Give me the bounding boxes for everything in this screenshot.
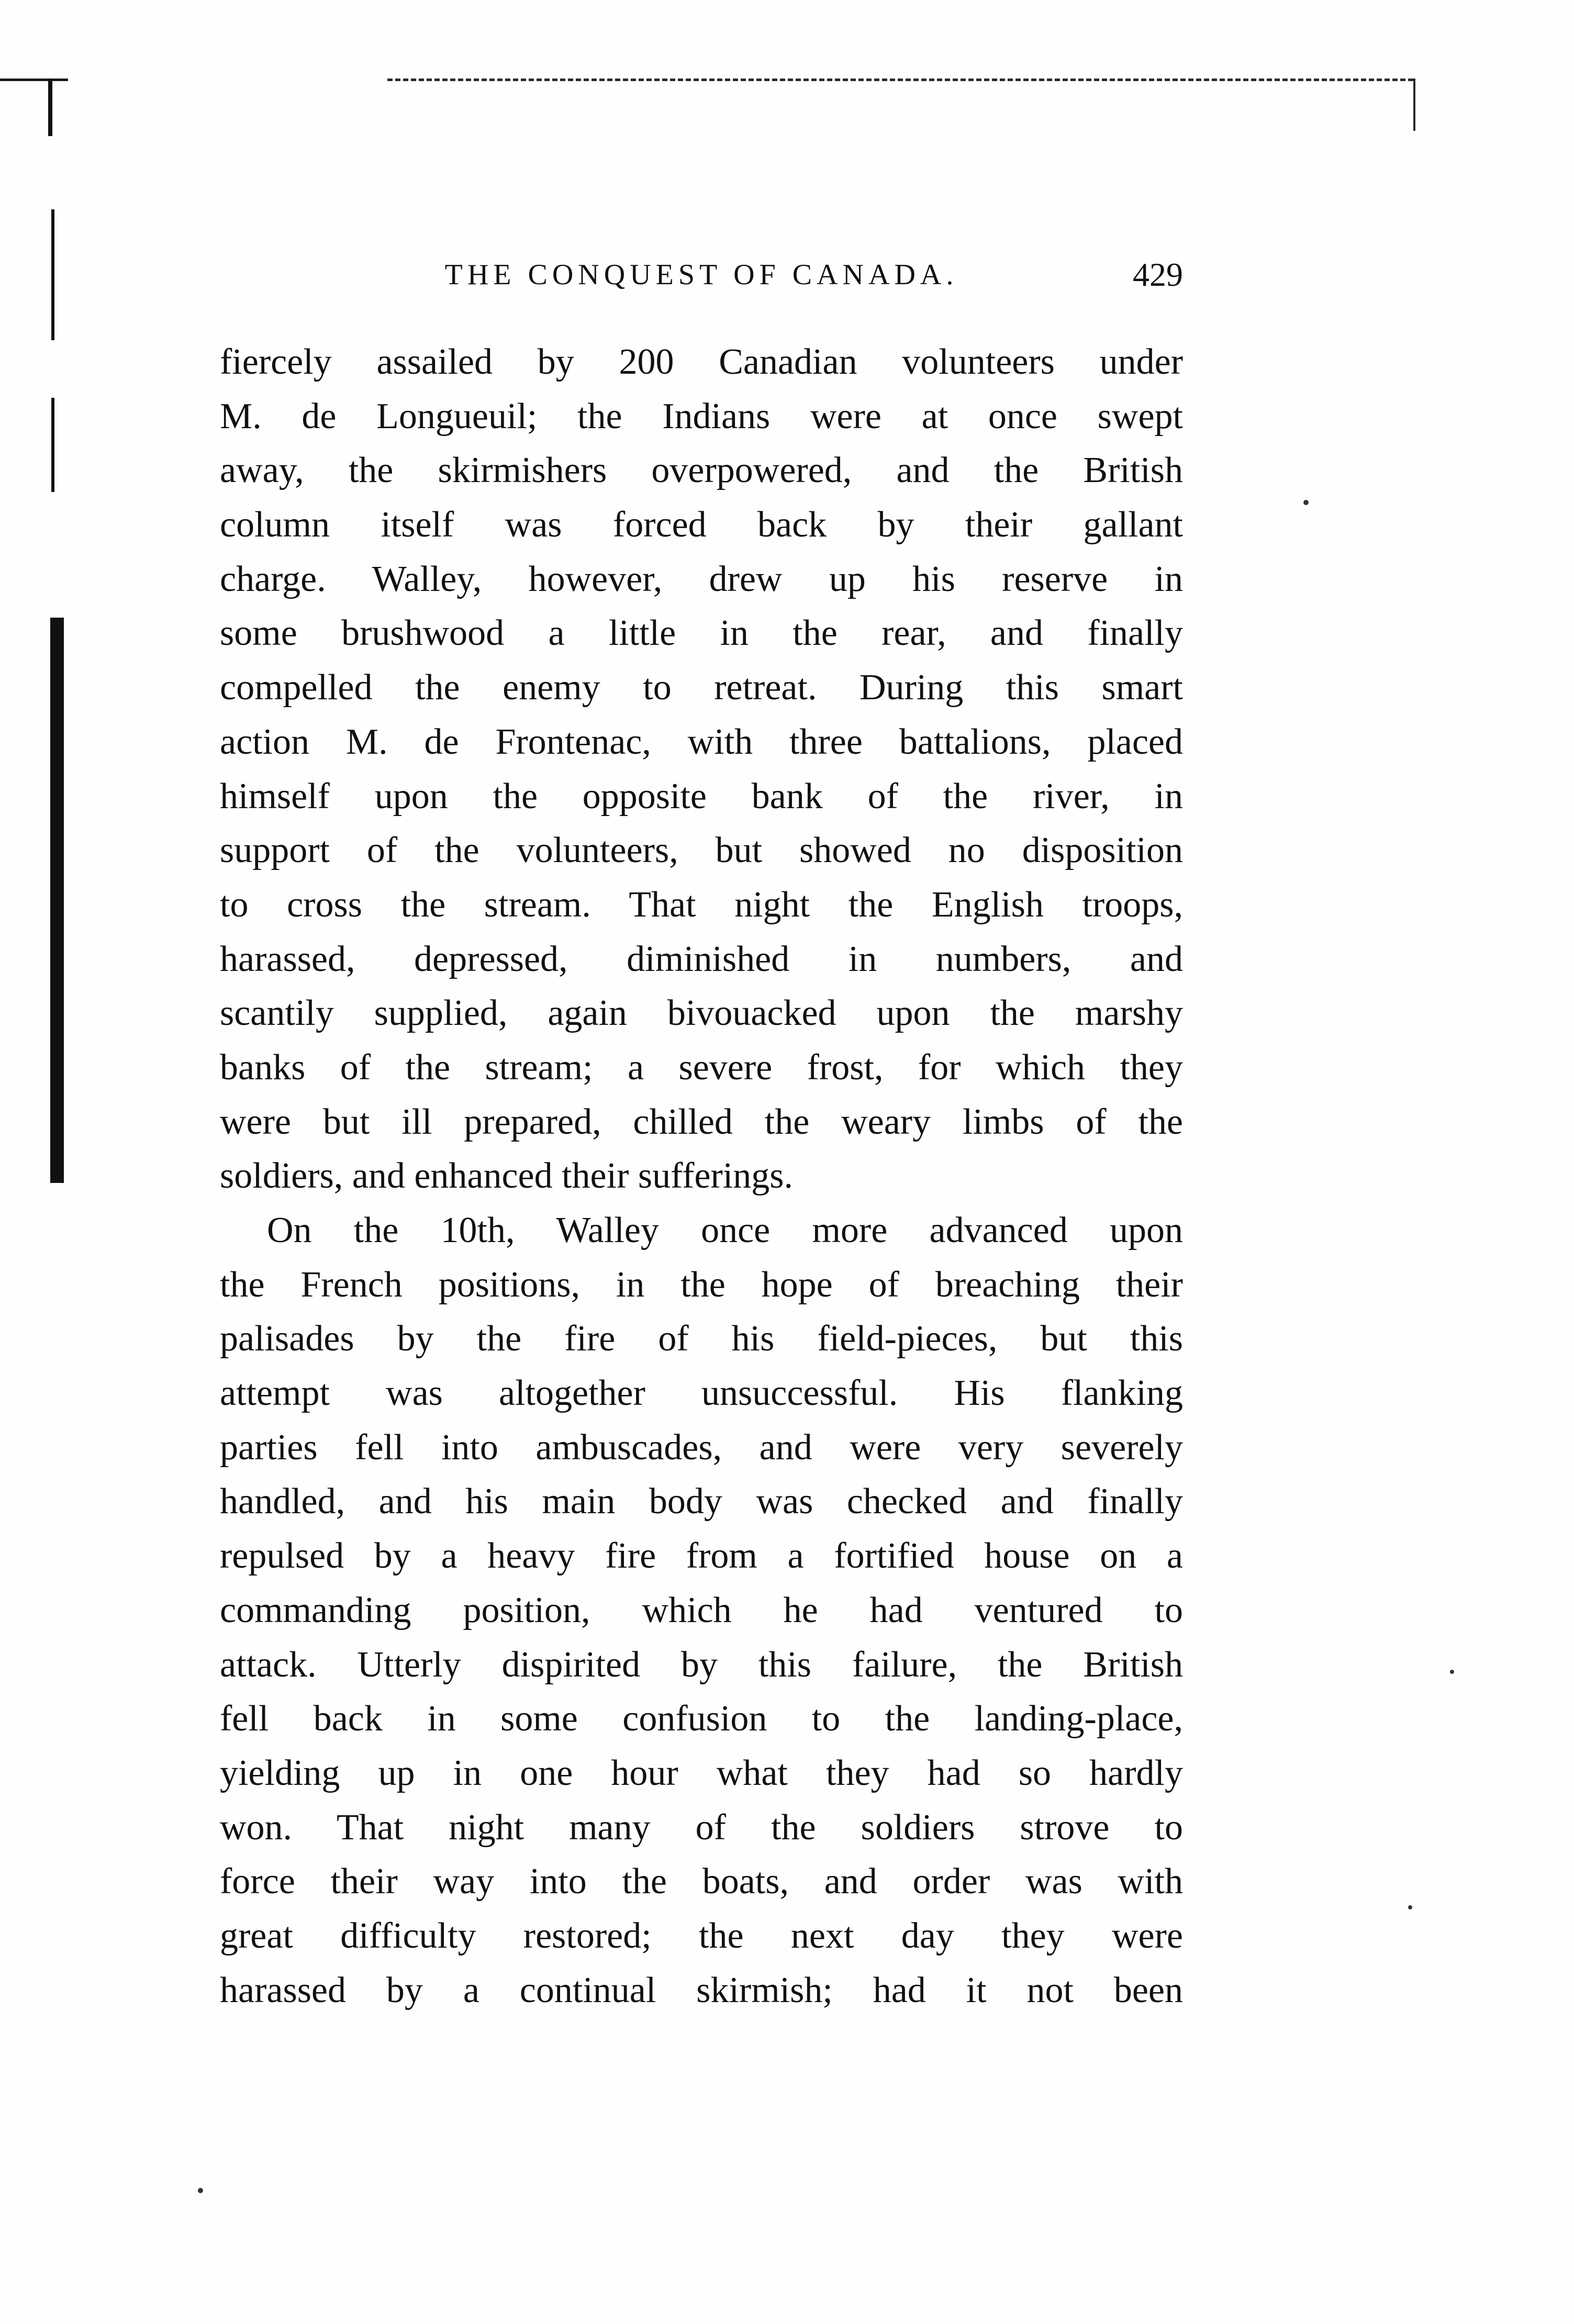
text-line: harassed, depressed, diminished in numbers, and — [220, 938, 1183, 979]
text-line: column itself was forced back by their gallant — [220, 505, 1183, 545]
text-line: force their way into the boats, and order was with — [220, 1861, 1183, 1902]
text-line: compelled the enemy to retreat. During this smart — [220, 667, 1183, 708]
text-line: to cross the stream. That night the English troops, — [220, 884, 1183, 925]
body-text — [220, 335, 1183, 2017]
text-line: attempt was altogether unsuccessful. His flanking — [220, 1373, 1183, 1414]
text-line: M. de Longueuil; the Indians were at once swept — [220, 396, 1183, 437]
text-line: scantily supplied, again bivouacked upon the marshy — [220, 993, 1183, 1034]
text-line: handled, and his main body was checked and finally — [220, 1481, 1183, 1522]
text-line: won. That night many of the soldiers strove to — [220, 1807, 1183, 1848]
text-line: commanding position, which he had ventured to — [220, 1590, 1183, 1630]
text-line: fell back in some confusion to the landing-place, — [220, 1699, 1183, 1739]
text-line: yielding up in one hour what they had so hardly — [220, 1752, 1183, 1793]
text-line: away, the skirmishers overpowered, and the British — [220, 450, 1183, 491]
text-line: harassed by a continual skirmish; had it not been — [220, 1970, 1183, 2010]
scan-speck — [1450, 1670, 1454, 1674]
text-line: banks of the stream; a severe frost, for which they — [220, 1047, 1183, 1088]
text-line: repulsed by a heavy fire from a fortified house on a — [220, 1536, 1183, 1577]
scan-margin-mark — [48, 79, 52, 136]
running-head — [220, 246, 1183, 304]
scan-corner-mark — [1413, 79, 1415, 131]
page-number: 429 — [1133, 256, 1183, 293]
paragraph-first-line: On the 10th, Walley once more advanced upon — [267, 1210, 1183, 1250]
text-line: support of the volunteers, but showed no disposition — [220, 830, 1183, 871]
text-line: fiercely assailed by 200 Canadian volunteers under — [220, 342, 1183, 382]
scan-speck — [1303, 500, 1309, 505]
scan-speck — [1408, 1905, 1412, 1909]
text-line: attack. Utterly dispirited by this failure, the British — [220, 1644, 1183, 1685]
text-line: the French positions, in the hope of breaching their — [220, 1264, 1183, 1305]
text-line: were but ill prepared, chilled the weary limbs of the — [220, 1101, 1183, 1142]
text-line: some brushwood a little in the rear, and finally — [220, 613, 1183, 654]
scan-margin-mark — [51, 398, 54, 492]
scan-edge-dashed-line — [387, 79, 1413, 81]
text-line: himself upon the opposite bank of the river, in — [220, 776, 1183, 817]
text-line: charge. Walley, however, drew up his reserve in — [220, 558, 1183, 599]
scan-margin-mark — [51, 209, 54, 340]
text-line: palisades by the fire of his field-pieces, but this — [220, 1319, 1183, 1359]
text-line: parties fell into ambuscades, and were very severely — [220, 1427, 1183, 1468]
paragraph-last-line: soldiers, and enhanced their sufferings. — [220, 1156, 794, 1197]
scan-speck — [198, 2188, 203, 2193]
text-line: great difficulty restored; the next day they were — [220, 1915, 1183, 1956]
running-title: THE CONQUEST OF CANADA. — [444, 259, 958, 291]
text-line: action M. de Frontenac, with three battalions, placed — [220, 721, 1183, 762]
scan-margin-bar — [50, 618, 64, 1183]
scan-edge-line — [0, 79, 68, 81]
